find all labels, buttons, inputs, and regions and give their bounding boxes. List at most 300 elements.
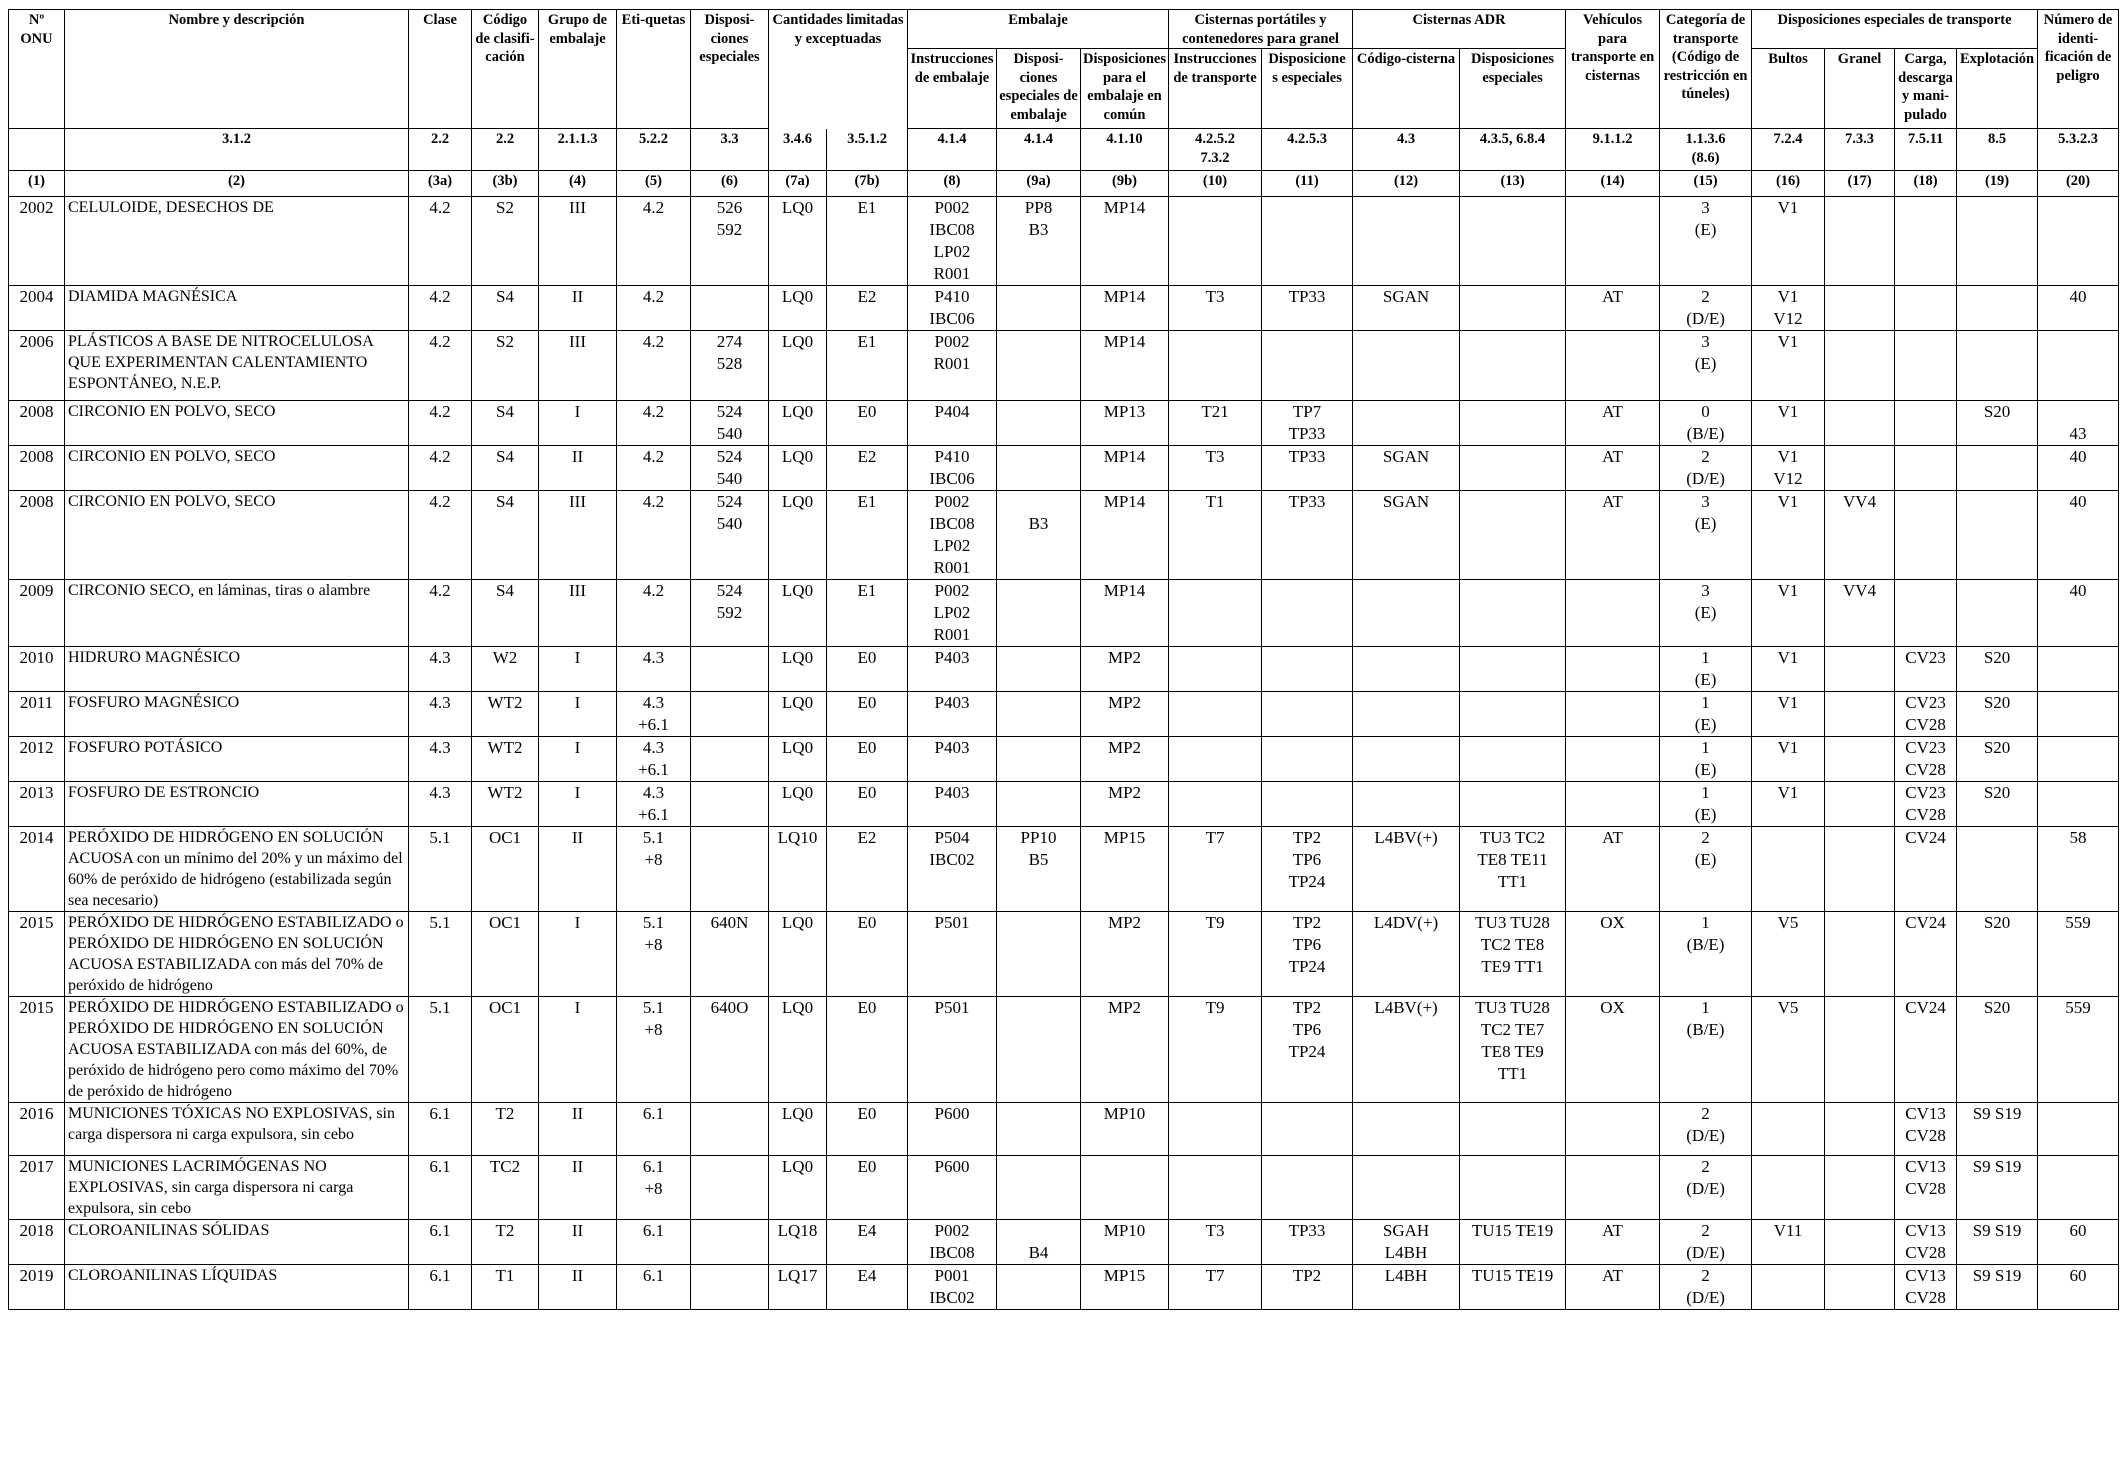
hazard-number-cell [2038, 197, 2119, 286]
hazard-number-cell [2038, 1103, 2119, 1156]
operation-cell [1957, 580, 2038, 647]
codigo-cell: T2 [472, 1220, 539, 1265]
loading-cell: CV23 [1895, 647, 1957, 692]
adr-tank-special-cell [1460, 1156, 1566, 1220]
excepted-quantity-cell: E0 [827, 912, 908, 997]
table-row [9, 1103, 2119, 1156]
header-embalaje: Embalaje [908, 10, 1169, 49]
disposiciones-cell [691, 647, 769, 692]
portable-tank-special-cell [1262, 1103, 1353, 1156]
grupo-cell: I [539, 997, 617, 1103]
tank-vehicle-cell: AT [1566, 286, 1660, 331]
hazard-number-cell: 40 [2038, 491, 2119, 580]
packages-cell: V1 [1752, 737, 1825, 782]
column-number: (14) [1566, 171, 1660, 197]
limited-quantity-cell: LQ0 [769, 197, 827, 286]
header-cp-disp: Disposicione s especiales [1262, 49, 1353, 129]
transport-category-cell: 2 (D/E) [1660, 1156, 1752, 1220]
disposiciones-cell [691, 782, 769, 827]
limited-quantity-cell: LQ18 [769, 1220, 827, 1265]
excepted-quantity-cell: E1 [827, 491, 908, 580]
etiquetas-cell: 4.3 [617, 647, 691, 692]
portable-tank-special-cell [1262, 331, 1353, 401]
loading-cell [1895, 580, 1957, 647]
grupo-cell: II [539, 1220, 617, 1265]
codigo-cell: TC2 [472, 1156, 539, 1220]
ref-adr-disp: 4.3.5, 6.8.4 [1460, 129, 1566, 171]
loading-cell [1895, 331, 1957, 401]
disposiciones-cell [691, 286, 769, 331]
name-cell: CIRCONIO EN POLVO, SECO [65, 491, 409, 580]
bulk-cell [1825, 737, 1895, 782]
adr-tank-special-cell [1460, 491, 1566, 580]
onu-cell: 2015 [9, 912, 65, 997]
packages-cell: V1 [1752, 580, 1825, 647]
portable-tank-instruction-cell: T1 [1169, 491, 1262, 580]
ref-dt-bultos: 7.2.4 [1752, 129, 1825, 171]
tank-vehicle-cell: AT [1566, 401, 1660, 446]
clase-cell: 4.3 [409, 737, 472, 782]
packages-cell: V1 V12 [1752, 446, 1825, 491]
packing-special-cell [997, 1265, 1081, 1310]
bulk-cell [1825, 331, 1895, 401]
header-grupo: Grupo de embalaje [539, 10, 617, 129]
excepted-quantity-cell: E4 [827, 1220, 908, 1265]
operation-cell [1957, 491, 2038, 580]
adr-tank-special-cell [1460, 647, 1566, 692]
column-number: (7a) [769, 171, 827, 197]
excepted-quantity-cell: E0 [827, 782, 908, 827]
grupo-cell: II [539, 1156, 617, 1220]
tank-vehicle-cell: AT [1566, 491, 1660, 580]
packages-cell: V1 [1752, 197, 1825, 286]
etiquetas-cell: 4.3 +6.1 [617, 782, 691, 827]
ref-categoria: 1.1.3.6 (8.6) [1660, 129, 1752, 171]
header-name: Nombre y descripción [65, 10, 409, 129]
header-emb-disp: Disposi-ciones especiales de embalaje [997, 49, 1081, 129]
portable-tank-instruction-cell [1169, 737, 1262, 782]
ref-etiquetas: 5.2.2 [617, 129, 691, 171]
loading-cell [1895, 197, 1957, 286]
codigo-cell: S2 [472, 197, 539, 286]
tank-vehicle-cell [1566, 782, 1660, 827]
ref-onu [9, 129, 65, 171]
etiquetas-cell: 4.2 [617, 286, 691, 331]
loading-cell: CV24 [1895, 827, 1957, 912]
column-number: (12) [1353, 171, 1460, 197]
adr-tank-code-cell [1353, 1103, 1460, 1156]
table-row [9, 737, 2119, 782]
header-dt-granel: Granel [1825, 49, 1895, 129]
loading-cell: CV13 CV28 [1895, 1103, 1957, 1156]
table-row [9, 446, 2119, 491]
packing-instruction-cell: P403 [908, 692, 997, 737]
header-etiquetas: Eti-quetas [617, 10, 691, 129]
grupo-cell: I [539, 782, 617, 827]
mixed-packing-cell: MP2 [1081, 737, 1169, 782]
operation-cell [1957, 827, 2038, 912]
adr-tank-code-cell: SGAH L4BH [1353, 1220, 1460, 1265]
loading-cell: CV23 CV28 [1895, 782, 1957, 827]
packing-instruction-cell: P501 [908, 997, 997, 1103]
column-number: (3b) [472, 171, 539, 197]
portable-tank-instruction-cell [1169, 647, 1262, 692]
column-number: (9b) [1081, 171, 1169, 197]
limited-quantity-cell: LQ0 [769, 1156, 827, 1220]
etiquetas-cell: 4.2 [617, 491, 691, 580]
portable-tank-instruction-cell [1169, 1156, 1262, 1220]
transport-category-cell: 2 (D/E) [1660, 446, 1752, 491]
adr-tank-special-cell [1460, 782, 1566, 827]
adr-tank-code-cell: SGAN [1353, 446, 1460, 491]
tank-vehicle-cell [1566, 647, 1660, 692]
tank-vehicle-cell: AT [1566, 1220, 1660, 1265]
adr-tank-code-cell [1353, 782, 1460, 827]
grupo-cell: III [539, 197, 617, 286]
onu-cell: 2011 [9, 692, 65, 737]
transport-category-cell: 3 (E) [1660, 491, 1752, 580]
name-cell: CIRCONIO SECO, en láminas, tiras o alambre [65, 580, 409, 647]
hazard-number-cell: 60 [2038, 1220, 2119, 1265]
mixed-packing-cell: MP14 [1081, 197, 1169, 286]
grupo-cell: I [539, 401, 617, 446]
codigo-cell: OC1 [472, 827, 539, 912]
packing-special-cell [997, 782, 1081, 827]
codigo-cell: S4 [472, 580, 539, 647]
limited-quantity-cell: LQ0 [769, 997, 827, 1103]
header-emb-comun: Disposiciones para el embalaje en común [1081, 49, 1169, 129]
column-number-row [9, 171, 2119, 197]
bulk-cell [1825, 692, 1895, 737]
excepted-quantity-cell: E0 [827, 1103, 908, 1156]
packages-cell: V1 V12 [1752, 286, 1825, 331]
column-number: (20) [2038, 171, 2119, 197]
codigo-cell: T1 [472, 1265, 539, 1310]
transport-category-cell: 3 (E) [1660, 331, 1752, 401]
packages-cell [1752, 827, 1825, 912]
ref-name: 3.1.2 [65, 129, 409, 171]
disposiciones-cell: 524 592 [691, 580, 769, 647]
hazard-number-cell [2038, 782, 2119, 827]
portable-tank-instruction-cell [1169, 197, 1262, 286]
etiquetas-cell: 4.2 [617, 401, 691, 446]
adr-tank-special-cell: TU3 TU28 TC2 TE7 TE8 TE9 TT1 [1460, 997, 1566, 1103]
packages-cell: V1 [1752, 401, 1825, 446]
clase-cell: 6.1 [409, 1156, 472, 1220]
ref-emb-disp: 4.1.4 [997, 129, 1081, 171]
transport-category-cell: 1 (E) [1660, 647, 1752, 692]
table-row [9, 1156, 2119, 1220]
clase-cell: 6.1 [409, 1103, 472, 1156]
header-vehiculos: Vehículos para transporte en cisternas [1566, 10, 1660, 129]
column-number: (13) [1460, 171, 1566, 197]
name-cell: HIDRURO MAGNÉSICO [65, 647, 409, 692]
header-dt-explot: Explotación [1957, 49, 2038, 129]
disposiciones-cell: 274 528 [691, 331, 769, 401]
mixed-packing-cell: MP2 [1081, 912, 1169, 997]
column-number: (15) [1660, 171, 1752, 197]
operation-cell: S20 [1957, 647, 2038, 692]
limited-quantity-cell: LQ0 [769, 692, 827, 737]
portable-tank-special-cell [1262, 580, 1353, 647]
packing-special-cell [997, 912, 1081, 997]
portable-tank-instruction-cell: T3 [1169, 1220, 1262, 1265]
table-row [9, 197, 2119, 286]
packing-instruction-cell: P410 IBC06 [908, 286, 997, 331]
grupo-cell: III [539, 331, 617, 401]
hazard-number-cell: 559 [2038, 997, 2119, 1103]
header-categoria: Categoría de transporte (Código de restricción en túneles) [1660, 10, 1752, 129]
ref-cp-disp: 4.2.5.3 [1262, 129, 1353, 171]
packing-instruction-cell: P600 [908, 1156, 997, 1220]
etiquetas-cell: 5.1 +8 [617, 912, 691, 997]
name-cell: FOSFURO MAGNÉSICO [65, 692, 409, 737]
ref-dt-granel: 7.3.3 [1825, 129, 1895, 171]
operation-cell [1957, 446, 2038, 491]
hazard-number-cell: 40 [2038, 580, 2119, 647]
mixed-packing-cell: MP14 [1081, 286, 1169, 331]
operation-cell: S20 [1957, 782, 2038, 827]
name-cell: CIRCONIO EN POLVO, SECO [65, 401, 409, 446]
portable-tank-special-cell: TP33 [1262, 446, 1353, 491]
packages-cell [1752, 1265, 1825, 1310]
onu-cell: 2018 [9, 1220, 65, 1265]
packing-special-cell [997, 286, 1081, 331]
adr-tank-code-cell: L4DV(+) [1353, 912, 1460, 997]
limited-quantity-cell: LQ0 [769, 782, 827, 827]
hazard-number-cell [2038, 331, 2119, 401]
mixed-packing-cell: MP14 [1081, 580, 1169, 647]
portable-tank-instruction-cell [1169, 1103, 1262, 1156]
table-row [9, 286, 2119, 331]
packing-special-cell [997, 1103, 1081, 1156]
onu-cell: 2016 [9, 1103, 65, 1156]
bulk-cell [1825, 782, 1895, 827]
tank-vehicle-cell: AT [1566, 1265, 1660, 1310]
header-codigo: Código de clasifi-cación [472, 10, 539, 129]
portable-tank-instruction-cell: T9 [1169, 912, 1262, 997]
hazard-number-cell: 60 [2038, 1265, 2119, 1310]
excepted-quantity-cell: E1 [827, 197, 908, 286]
table-row [9, 331, 2119, 401]
onu-cell: 2008 [9, 446, 65, 491]
adr-tank-special-cell: TU15 TE19 [1460, 1265, 1566, 1310]
tank-vehicle-cell [1566, 737, 1660, 782]
grupo-cell: I [539, 692, 617, 737]
mixed-packing-cell: MP2 [1081, 647, 1169, 692]
operation-cell [1957, 286, 2038, 331]
packing-instruction-cell: P403 [908, 737, 997, 782]
limited-quantity-cell: LQ0 [769, 647, 827, 692]
name-cell: MUNICIONES LACRIMÓGENAS NO EXPLOSIVAS, sin carga dispersora ni carga expulsora, sin cebo [65, 1156, 409, 1220]
portable-tank-special-cell [1262, 197, 1353, 286]
name-cell: CLOROANILINAS LÍQUIDAS [65, 1265, 409, 1310]
etiquetas-cell: 6.1 [617, 1220, 691, 1265]
excepted-quantity-cell: E0 [827, 647, 908, 692]
operation-cell: S9 S19 [1957, 1265, 2038, 1310]
tank-vehicle-cell [1566, 1103, 1660, 1156]
operation-cell [1957, 197, 2038, 286]
packing-instruction-cell: P001 IBC02 [908, 1265, 997, 1310]
name-cell: PLÁSTICOS A BASE DE NITROCELULOSA QUE EXPERIMENTAN CALENTAMIENTO ESPONTÁNEO, N.E.P. [65, 331, 409, 401]
column-number: (19) [1957, 171, 2038, 197]
grupo-cell: II [539, 1265, 617, 1310]
table-row [9, 647, 2119, 692]
hazard-number-cell: 58 [2038, 827, 2119, 912]
dangerous-goods-table [8, 9, 2119, 1310]
table-row [9, 827, 2119, 912]
packages-cell: V1 [1752, 647, 1825, 692]
table-row [9, 1265, 2119, 1310]
adr-tank-code-cell: L4BV(+) [1353, 827, 1460, 912]
codigo-cell: S2 [472, 331, 539, 401]
table-row [9, 692, 2119, 737]
etiquetas-cell: 4.2 [617, 197, 691, 286]
portable-tank-special-cell [1262, 692, 1353, 737]
ref-adr-codigo: 4.3 [1353, 129, 1460, 171]
packages-cell: V1 [1752, 782, 1825, 827]
tank-vehicle-cell: OX [1566, 912, 1660, 997]
transport-category-cell: 2 (E) [1660, 827, 1752, 912]
ref-dt-explot: 8.5 [1957, 129, 2038, 171]
codigo-cell: S4 [472, 491, 539, 580]
clase-cell: 6.1 [409, 1265, 472, 1310]
tank-vehicle-cell [1566, 1156, 1660, 1220]
onu-cell: 2017 [9, 1156, 65, 1220]
portable-tank-instruction-cell: T9 [1169, 997, 1262, 1103]
column-number: (8) [908, 171, 997, 197]
ref-peligro: 5.3.2.3 [2038, 129, 2119, 171]
excepted-quantity-cell: E0 [827, 997, 908, 1103]
excepted-quantity-cell: E2 [827, 286, 908, 331]
packing-special-cell [997, 1156, 1081, 1220]
loading-cell: CV23 CV28 [1895, 737, 1957, 782]
onu-cell: 2014 [9, 827, 65, 912]
ref-grupo: 2.1.1.3 [539, 129, 617, 171]
name-cell: FOSFURO POTÁSICO [65, 737, 409, 782]
column-number: (11) [1262, 171, 1353, 197]
loading-cell: CV24 [1895, 997, 1957, 1103]
column-number: (7b) [827, 171, 908, 197]
bulk-cell [1825, 197, 1895, 286]
mixed-packing-cell: MP10 [1081, 1103, 1169, 1156]
portable-tank-special-cell: TP2 TP6 TP24 [1262, 997, 1353, 1103]
operation-cell: S9 S19 [1957, 1220, 2038, 1265]
adr-tank-code-cell [1353, 197, 1460, 286]
grupo-cell: I [539, 647, 617, 692]
operation-cell: S20 [1957, 737, 2038, 782]
excepted-quantity-cell: E0 [827, 737, 908, 782]
adr-tank-code-cell [1353, 331, 1460, 401]
disposiciones-cell: 526 592 [691, 197, 769, 286]
tank-vehicle-cell: AT [1566, 446, 1660, 491]
portable-tank-special-cell: TP33 [1262, 491, 1353, 580]
packing-special-cell [997, 331, 1081, 401]
bulk-cell [1825, 1103, 1895, 1156]
tank-vehicle-cell: OX [1566, 997, 1660, 1103]
ref-emb-comun: 4.1.10 [1081, 129, 1169, 171]
limited-quantity-cell: LQ0 [769, 401, 827, 446]
disposiciones-cell: 524 540 [691, 401, 769, 446]
portable-tank-instruction-cell: T21 [1169, 401, 1262, 446]
hazard-number-cell [2038, 737, 2119, 782]
name-cell: CELULOIDE, DESECHOS DE [65, 197, 409, 286]
clase-cell: 4.2 [409, 286, 472, 331]
packing-instruction-cell: P002 IBC08 LP02 R001 [908, 197, 997, 286]
codigo-cell: WT2 [472, 782, 539, 827]
ref-disposiciones: 3.3 [691, 129, 769, 171]
transport-category-cell: 2 (D/E) [1660, 1220, 1752, 1265]
operation-cell [1957, 331, 2038, 401]
column-number: (4) [539, 171, 617, 197]
mixed-packing-cell: MP13 [1081, 401, 1169, 446]
clase-cell: 4.2 [409, 331, 472, 401]
header-adr-codigo: Código-cisterna [1353, 49, 1460, 129]
packing-special-cell [997, 692, 1081, 737]
packing-instruction-cell: P404 [908, 401, 997, 446]
adr-tank-code-cell [1353, 692, 1460, 737]
ref-dt-carga: 7.5.11 [1895, 129, 1957, 171]
column-number: (16) [1752, 171, 1825, 197]
loading-cell [1895, 286, 1957, 331]
codigo-cell: OC1 [472, 912, 539, 997]
adr-tank-code-cell: SGAN [1353, 491, 1460, 580]
mixed-packing-cell: MP14 [1081, 491, 1169, 580]
mixed-packing-cell: MP14 [1081, 446, 1169, 491]
portable-tank-special-cell: TP33 [1262, 1220, 1353, 1265]
adr-tank-code-cell: L4BH [1353, 1265, 1460, 1310]
name-cell: CIRCONIO EN POLVO, SECO [65, 446, 409, 491]
codigo-cell: S4 [472, 286, 539, 331]
portable-tank-instruction-cell: T3 [1169, 286, 1262, 331]
column-number: (17) [1825, 171, 1895, 197]
transport-category-cell: 2 (D/E) [1660, 1103, 1752, 1156]
table-row [9, 782, 2119, 827]
limited-quantity-cell: LQ0 [769, 580, 827, 647]
header-cisternas-adr: Cisternas ADR [1353, 10, 1566, 49]
operation-cell: S20 [1957, 997, 2038, 1103]
transport-category-cell: 0 (B/E) [1660, 401, 1752, 446]
packing-instruction-cell: P600 [908, 1103, 997, 1156]
adr-tank-special-cell [1460, 580, 1566, 647]
table-row [9, 580, 2119, 647]
column-number: (1) [9, 171, 65, 197]
clase-cell: 4.2 [409, 401, 472, 446]
table-row [9, 491, 2119, 580]
packages-cell [1752, 1103, 1825, 1156]
portable-tank-special-cell: TP33 [1262, 286, 1353, 331]
bulk-cell [1825, 997, 1895, 1103]
portable-tank-instruction-cell [1169, 580, 1262, 647]
limited-quantity-cell: LQ10 [769, 827, 827, 912]
onu-cell: 2012 [9, 737, 65, 782]
disposiciones-cell [691, 827, 769, 912]
header-emb-instr: Instrucciones de embalaje [908, 49, 997, 129]
packages-cell: V1 [1752, 331, 1825, 401]
hazard-number-cell [2038, 1156, 2119, 1220]
column-number: (6) [691, 171, 769, 197]
packing-special-cell [997, 580, 1081, 647]
hazard-number-cell: 559 [2038, 912, 2119, 997]
onu-cell: 2008 [9, 401, 65, 446]
operation-cell: S20 [1957, 912, 2038, 997]
adr-tank-special-cell [1460, 286, 1566, 331]
excepted-quantity-cell: E2 [827, 827, 908, 912]
transport-category-cell: 3 (E) [1660, 580, 1752, 647]
bulk-cell [1825, 912, 1895, 997]
transport-category-cell: 2 (D/E) [1660, 286, 1752, 331]
etiquetas-cell: 6.1 +8 [617, 1156, 691, 1220]
